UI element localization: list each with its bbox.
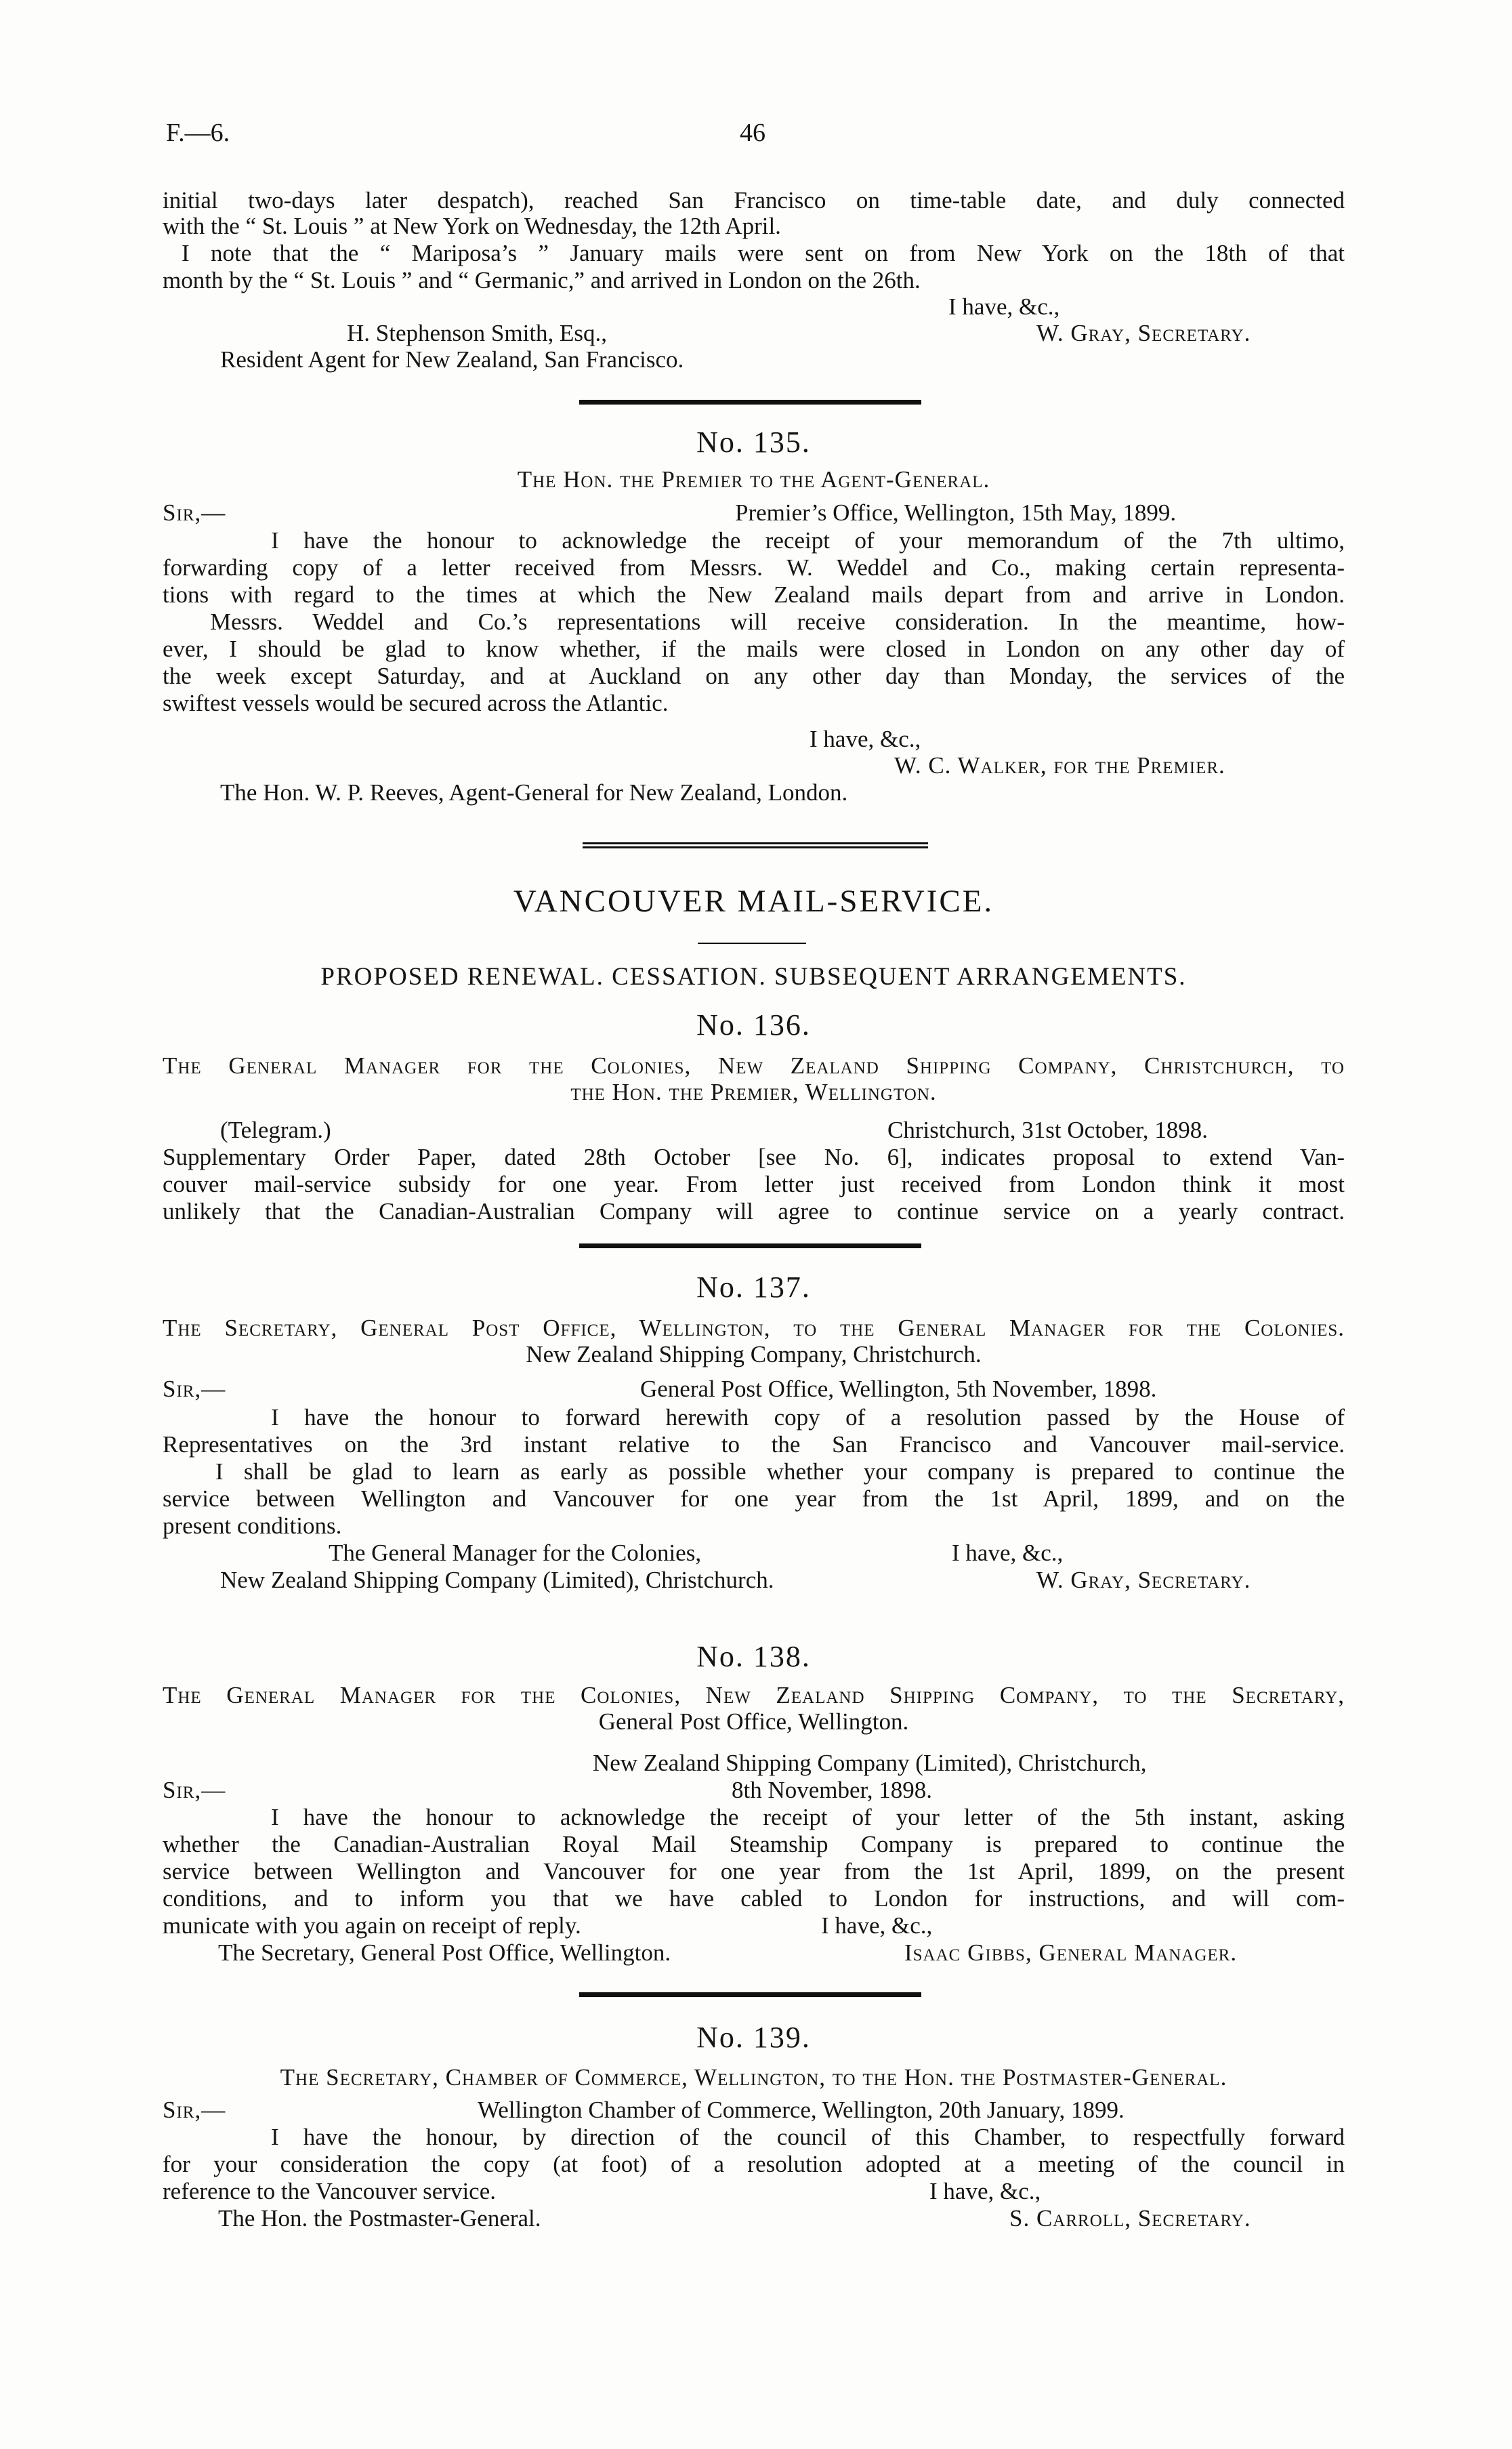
closing: I have, &c., bbox=[821, 1912, 933, 1939]
salutation: Sir,— bbox=[163, 1777, 226, 1803]
signature: Isaac Gibbs, General Manager. bbox=[904, 1939, 1238, 1966]
addressee: The Hon. W. P. Reeves, Agent-General for New Zealand, London. bbox=[220, 779, 848, 806]
separator-rule bbox=[579, 1243, 921, 1248]
body-line: unlikely that the Canadian-Australian Company will agree to continue service on a yearly contract. bbox=[163, 1198, 1345, 1224]
signature: W. C. Walker, for the Premier. bbox=[894, 752, 1225, 779]
letter-subtitle: General Post Office, Wellington. bbox=[598, 1708, 909, 1735]
body-line: tions with regard to the times at which the New Zealand mails depart from and arrive in London. bbox=[163, 581, 1345, 608]
letter-number: No. 135. bbox=[696, 426, 811, 459]
section-subtitle: PROPOSED RENEWAL. CESSATION. SUBSEQUENT ARRANGEMENTS. bbox=[320, 963, 1187, 991]
body-line: I have the honour to acknowledge the receipt of your letter of the 5th instant, asking bbox=[271, 1804, 1345, 1830]
body-line: I have the honour to acknowledge the receipt of your memorandum of the 7th ultimo, bbox=[271, 527, 1345, 554]
page-number: 46 bbox=[740, 119, 765, 147]
salutation: Sir,— bbox=[163, 499, 226, 526]
place-date: New Zealand Shipping Company (Limited), Christchurch, bbox=[593, 1750, 1147, 1776]
section-title: VANCOUVER MAIL-SERVICE. bbox=[513, 884, 994, 919]
addressee: The General Manager for the Colonies, bbox=[329, 1540, 702, 1566]
separator-double-rule bbox=[583, 842, 928, 848]
body-line: conditions, and to inform you that we have cabled to London for instructions, and will com- bbox=[163, 1885, 1345, 1912]
closing: I have, &c., bbox=[948, 293, 1060, 320]
body-line: couver mail-service subsidy for one year. From letter just received from London think it most bbox=[163, 1171, 1345, 1197]
letter-subtitle: The Secretary, General Post Office, Wellington, to the General Manager for the Colonies. bbox=[163, 1315, 1345, 1341]
addressee: H. Stephenson Smith, Esq., bbox=[347, 320, 608, 346]
closing: I have, &c., bbox=[929, 2178, 1041, 2204]
letter-subtitle: The General Manager for the Colonies, New Zealand Shipping Company, Christchurch, to bbox=[163, 1052, 1345, 1079]
place-date: General Post Office, Wellington, 5th November, 1898. bbox=[640, 1376, 1157, 1402]
separator-rule bbox=[579, 400, 921, 405]
body-line: ever, I should be glad to know whether, if the mails were closed in London on any other day of bbox=[163, 636, 1345, 662]
body-line: forwarding copy of a letter received from Messrs. W. Weddel and Co., making certain representa- bbox=[163, 554, 1345, 581]
addressee: The Secretary, General Post Office, Wellington. bbox=[218, 1939, 671, 1966]
letter-number: No. 136. bbox=[696, 1008, 811, 1042]
place-date: 8th November, 1898. bbox=[732, 1777, 933, 1803]
body-line: present conditions. bbox=[163, 1512, 342, 1539]
body-line: with the “ St. Louis ” at New York on Wednesday, the 12th April. bbox=[163, 213, 781, 239]
body-line: service between Wellington and Vancouver for one year from the 1st April, 1899, on the present bbox=[163, 1858, 1345, 1885]
addressee: New Zealand Shipping Company (Limited), Christchurch. bbox=[220, 1567, 774, 1593]
body-line: Supplementary Order Paper, dated 28th October [see No. 6], indicates proposal to extend Van- bbox=[163, 1144, 1345, 1170]
body-line: reference to the Vancouver service. bbox=[163, 2178, 496, 2204]
body-line: I note that the “ Mariposa’s ” January mails were sent on from New York on the 18th of that bbox=[182, 240, 1345, 266]
body-line: Messrs. Weddel and Co.’s representations will receive consideration. In the meantime, how- bbox=[210, 609, 1345, 635]
salutation: Sir,— bbox=[163, 2097, 226, 2123]
salutation: Sir,— bbox=[163, 1376, 226, 1402]
signature: W. Gray, Secretary. bbox=[1036, 320, 1251, 346]
body-line: initial two-days later despatch), reached San Francisco on time-table date, and duly connected bbox=[163, 187, 1345, 213]
short-rule bbox=[698, 943, 806, 944]
letter-number: No. 138. bbox=[696, 1640, 811, 1673]
letter-number: No. 139. bbox=[696, 2021, 811, 2054]
letter-subtitle: The General Manager for the Colonies, New Zealand Shipping Company, to the Secretary, bbox=[163, 1682, 1345, 1708]
body-line: for your consideration the copy (at foot) of a resolution adopted at a meeting of the council in bbox=[163, 2151, 1345, 2177]
signature: W. Gray, Secretary. bbox=[1036, 1567, 1251, 1593]
place-date: Wellington Chamber of Commerce, Wellington, 20th January, 1899. bbox=[478, 2097, 1125, 2123]
body-line: whether the Canadian-Australian Royal Mail Steamship Company is prepared to continue the bbox=[163, 1831, 1345, 1857]
separator-rule bbox=[579, 1992, 921, 1997]
body-line: I have the honour, by direction of the council of this Chamber, to respectfully forward bbox=[271, 2124, 1345, 2150]
letter-subtitle: New Zealand Shipping Company, Christchurch. bbox=[526, 1341, 982, 1367]
telegram-label: (Telegram.) bbox=[220, 1117, 331, 1143]
letter-subtitle: The Secretary, Chamber of Commerce, Wellington, to the Hon. the Postmaster-General. bbox=[280, 2064, 1227, 2091]
letter-subtitle: The Hon. the Premier to the Agent-General. bbox=[517, 466, 990, 493]
page-reference: F.—6. bbox=[166, 119, 230, 147]
body-line: I have the honour to forward herewith copy of a resolution passed by the House of bbox=[271, 1404, 1345, 1431]
signature: S. Carroll, Secretary. bbox=[1009, 2205, 1251, 2231]
letter-subtitle: the Hon. the Premier, Wellington. bbox=[570, 1079, 937, 1105]
body-line: the week except Saturday, and at Auckland on any other day than Monday, the services of the bbox=[163, 663, 1345, 689]
addressee: The Hon. the Postmaster-General. bbox=[218, 2205, 541, 2231]
body-line: service between Wellington and Vancouver for one year from the 1st April, 1899, and on the bbox=[163, 1485, 1345, 1512]
body-line: swiftest vessels would be secured across the Atlantic. bbox=[163, 690, 669, 716]
place-date: Christchurch, 31st October, 1898. bbox=[887, 1117, 1208, 1143]
closing: I have, &c., bbox=[810, 726, 921, 752]
closing: I have, &c., bbox=[952, 1540, 1064, 1566]
body-line: Representatives on the 3rd instant relative to the San Francisco and Vancouver mail-service. bbox=[163, 1431, 1345, 1458]
letter-number: No. 137. bbox=[696, 1271, 811, 1304]
body-line: municate with you again on receipt of reply. bbox=[163, 1912, 581, 1939]
body-line: I shall be glad to learn as early as possible whether your company is prepared to continue the bbox=[215, 1458, 1345, 1485]
body-line: month by the “ St. Louis ” and “ Germanic,” and arrived in London on the 26th. bbox=[163, 267, 921, 293]
place-date: Premier’s Office, Wellington, 15th May, 1899. bbox=[735, 499, 1177, 526]
addressee: Resident Agent for New Zealand, San Francisco. bbox=[220, 346, 684, 373]
